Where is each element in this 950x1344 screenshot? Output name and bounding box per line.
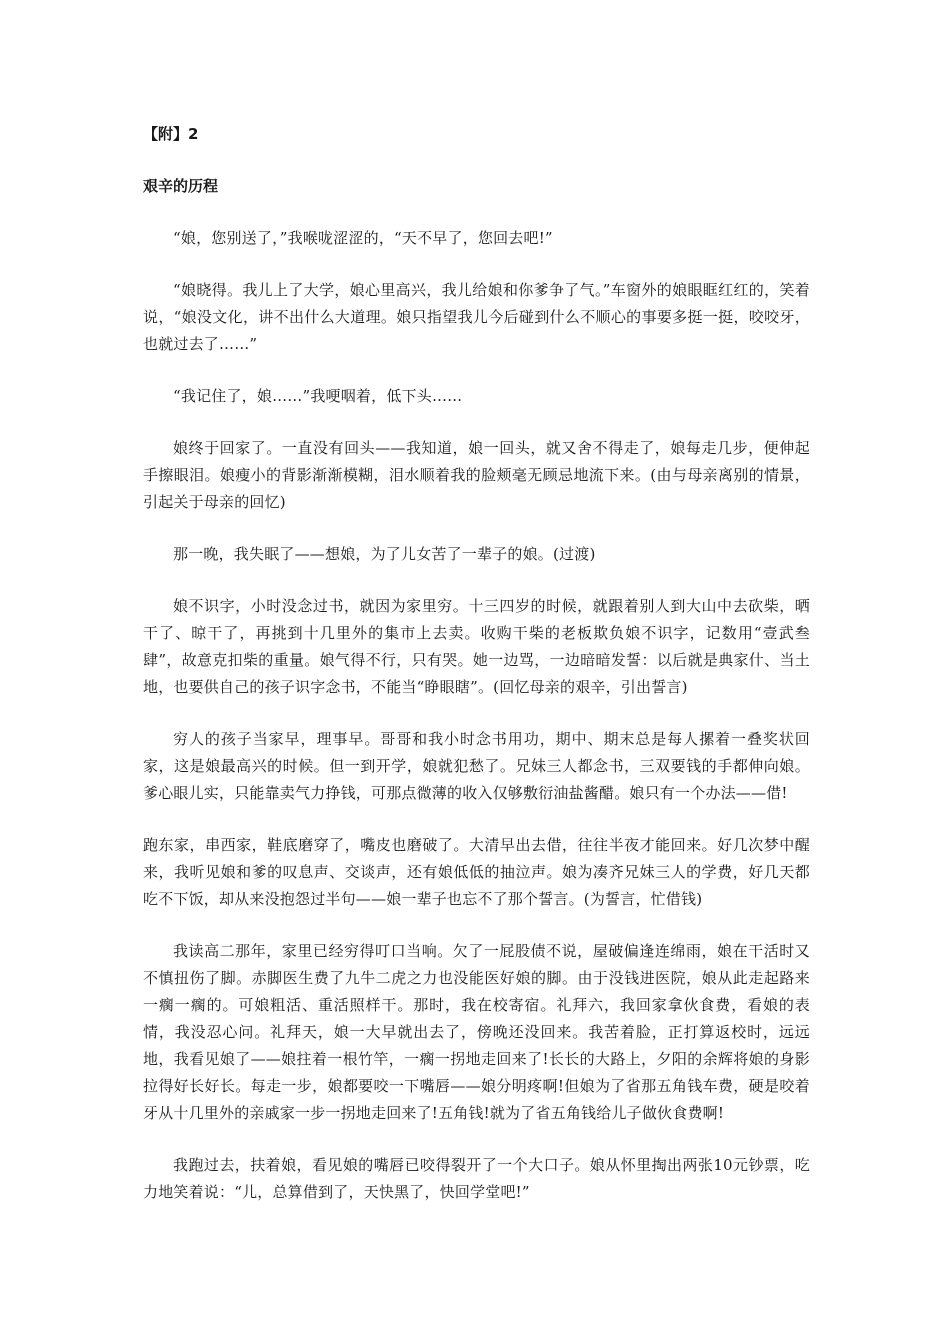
paragraph-7: 穷人的孩子当家早，理事早。哥哥和我小时念书用功，期中、期末总是每人摞着一叠奖状回家，这是娘最高兴的时候。但一到开学，娘就犯愁了。兄妹三人都念书，三双要钱的手都伸向娘。爹心眼儿实，只能靠卖气力挣钱，可那点微薄的收入仅够敷衍油盐酱醋。娘只有一个办法——借!: [143, 730, 810, 802]
paragraph-10: 我跑过去，扶着娘，看见娘的嘴唇已咬得裂开了一个大口子。娘从怀里掏出两张10元钞票，吃力地笑着说：“儿，总算借到了，天快黑了，快回学堂吧!”: [143, 1156, 810, 1201]
paragraph-8: 跑东家，串西家，鞋底磨穿了，嘴皮也磨破了。大清早出去借，往往半夜才能回来。好几次梦中醒来，我听见娘和爹的叹息声、交谈声，还有娘低低的抽泣声。娘为凑齐兄妹三人的学费，好几天都吃不下饭，却从来没抱怨过半句——娘一辈子也忘不了那个誓言。(为誓言，忙借钱): [143, 836, 810, 908]
paragraph-3: “我记住了，娘……”我哽咽着，低下头……: [173, 387, 463, 405]
paragraph-9: 我读高二那年，家里已经穷得叮口当响。欠了一屁股债不说，屋破偏逢连绵雨，娘在干活时又不慎扭伤了脚。赤脚医生费了九牛二虎之力也没能医好娘的脚。由于没钱进医院，娘从此走起路来一瘸一瘸的。可娘粗活、重活照样干。那时，我在校寄宿。礼拜六，我回家拿伙食费，看娘的表情，我没忍心问。礼拜天，娘一大早就出去了，傍晚还没回来。我苦着脸，正打算返校时，远远地，我看见娘了——娘拄着一根竹竿，一瘸一拐地走回来了!长长的大路上，夕阳的余辉将娘的身影拉得好长好长。每走一步，娘都要咬一下嘴唇——娘分明疼啊!但娘为了省那五角钱车费，硬是咬着牙从十几里外的亲戚家一步一拐地走回来了!五角钱!就为了省五角钱给儿子做伙食费啊!: [143, 942, 810, 1122]
paragraph-5: 那一晚，我失眠了——想娘，为了儿女苦了一辈子的娘。(过渡): [173, 545, 596, 563]
paragraph-1: “娘，您别送了，”我喉咙涩涩的，“天不早了，您回去吧!”: [173, 229, 553, 247]
essay-title: 艰辛的历程: [143, 177, 219, 195]
paragraph-6: 娘不识字，小时没念过书，就因为家里穷。十三四岁的时候，就跟着别人到大山中去砍柴，晒干了、晾干了，再挑到十几里外的集市上去卖。收购干柴的老板欺负娘不识字，记数用“壹武叁肆”，故意克扣柴的重量。娘气得不行，只有哭。她一边骂，一边暗暗发誓：以后就是典家什、当土地，也要供自己的孩子识字念书，不能当“睁眼瞎”。(回忆母亲的艰辛，引出誓言): [143, 597, 810, 696]
paragraph-4: 娘终于回家了。一直没有回头——我知道，娘一回头，就又舍不得走了，娘每走几步，便伸起手擦眼泪。娘瘦小的背影渐渐模糊，泪水顺着我的脸颊毫无顾忌地流下来。(由与母亲离别的情景，引起关于母亲的回忆): [143, 439, 810, 511]
annex-label: 【附】2: [143, 125, 199, 143]
document-page: [143, 120, 810, 1206]
paragraph-2: “娘晓得。我儿上了大学，娘心里高兴，我儿给娘和你爹争了气。”车窗外的娘眼眶红红的，笑着说，“娘没文化，讲不出什么大道理。娘只指望我儿今后碰到什么不顺心的事要多挺一挺，咬咬牙，也就过去了……”: [143, 281, 810, 353]
